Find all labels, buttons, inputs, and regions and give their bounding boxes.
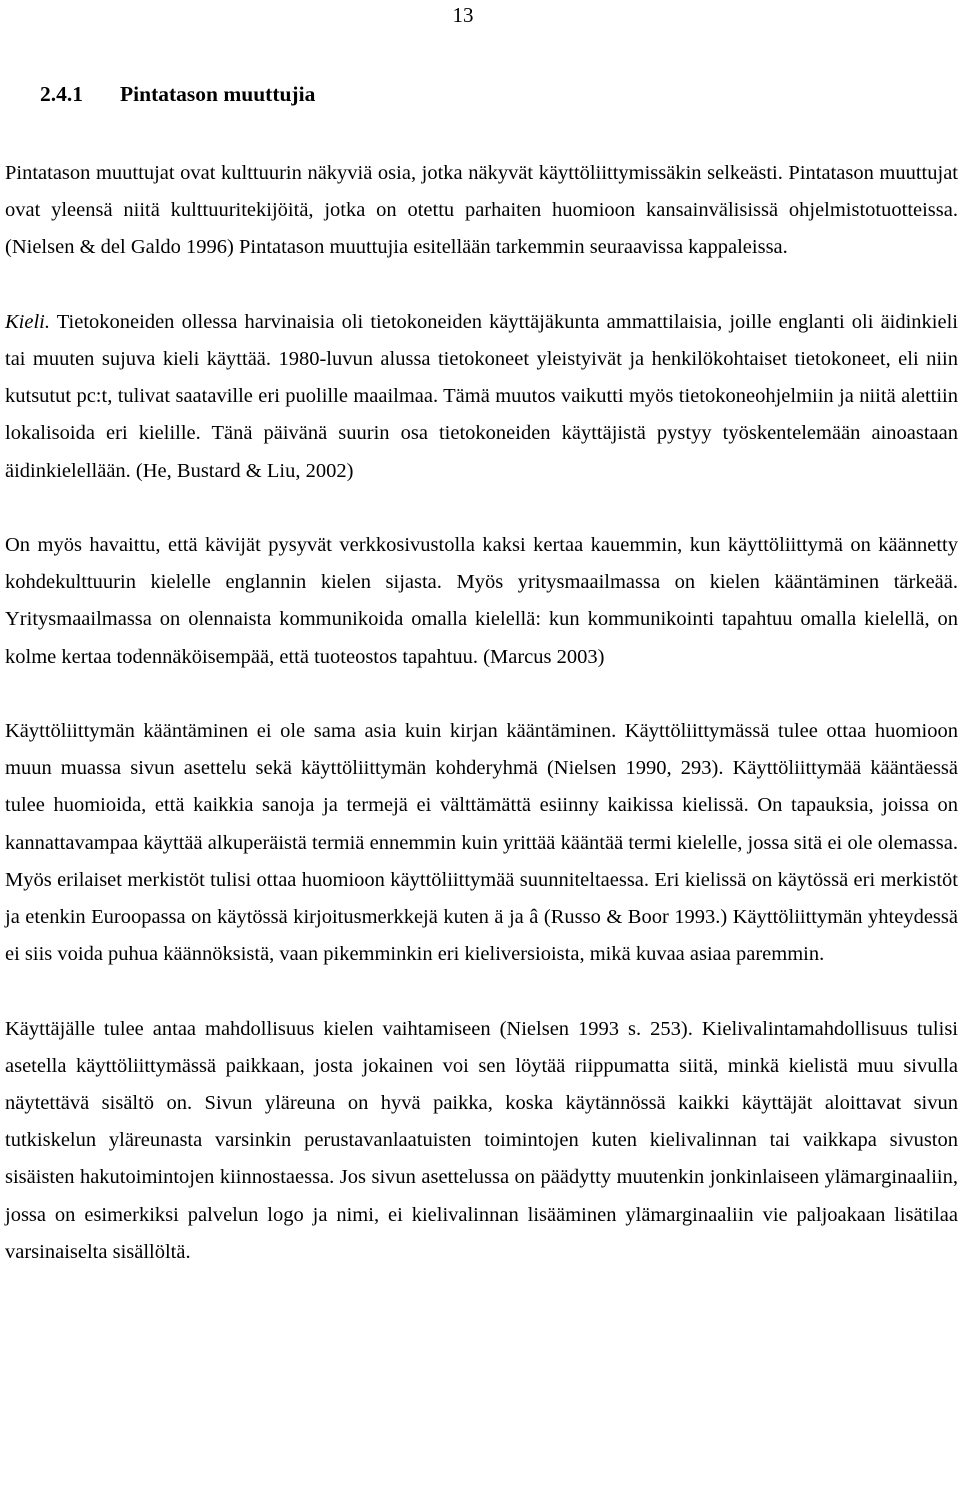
paragraph-visitors [5,527,958,676]
body-text [5,155,958,1271]
paragraph-translation [5,713,958,973]
paragraph-term: Kieli. [5,310,50,333]
page-number: 13 [452,3,474,27]
paragraph-text: Tietokoneiden ollessa harvinaisia oli tietokoneiden käyttäjäkunta ammattilaisia, joille englanti oli äidinkieli tai muuten sujuva kieli käyttää. 1980-luvun alussa tietokoneet yleistyivät ja henkilökohtaiset tietokoneet, eli niin kutsutut pc:t, tulivat saataville eri puolille maailmaa. Tämä muutos vaikutti myös tietokoneohjelmiin ja niitä alettiin lokalisoida eri kielille. Tänä päivänä suurin osa tietokoneiden käyttäjistä pystyy työskentelemään ainoastaan äidinkielellään. (He, Bustard & Liu, 2002) [5,310,958,482]
paragraph-text: Pintatason muuttujat ovat kulttuurin näkyviä osia, jotka näkyvät käyttöliittymissäkin selkeästi. Pintatason muuttujat ovat yleensä niitä kulttuuritekijöitä, jotka on otettu parhaiten huomioon kansainvälisissä ohjelmistotuotteissa. (Nielsen & del Galdo 1996) Pintatason muuttujia esitellään tarkemmin seuraavissa kappaleissa. [5,162,958,259]
paragraph-text: Käyttöliittymän kääntäminen ei ole sama asia kuin kirjan kääntäminen. Käyttöliittymässä tulee ottaa huomioon muun muassa sivun asettelu sekä käyttöliittymän kohderyhmä (Nielsen 1990, 293). Käyttöliittymää kääntäessä tulee huomioida, että kaikkia sanoja ja termejä ei välttämättä esiinny kaikissa kielissä. On tapauksia, joissa on kannattavampaa käyttää alkuperäistä termiä ennemmin kuin yrittää kääntää termi kielelle, jossa sitä ei ole olemassa. Myös erilaiset merkistöt tulisi ottaa huomioon käyttöliittymää suunniteltaessa. Eri kielissä on käytössä eri merkistöt ja etenkin Euroopassa on käytössä kirjoitusmerkkejä kuten ä ja â (Russo & Boor 1993.) Käyttöliittymän yhteydessä ei siis voida puhua käännöksistä, vaan pikemminkin eri kieliversioista, mikä kuvaa asiaa paremmin. [5,720,958,966]
paragraph-text: On myös havaittu, että kävijät pysyvät verkkosivustolla kaksi kertaa kauemmin, kun käyttöliittymä on käännetty kohdekulttuurin kielelle englannin kielen sijasta. Myös yritysmaailmassa on kielen kääntäminen tärkeää. Yritysmaailmassa on olennaista kommunikoida omalla kielellä: kun kommunikointi tapahtuu omalla kielellä, on kolme kertaa todennäköisempää, että tuoteostos tapahtuu. (Marcus 2003) [5,534,958,668]
paragraph-language-selection [5,1011,958,1271]
paragraph-text: Käyttäjälle tulee antaa mahdollisuus kielen vaihtamiseen (Nielsen 1993 s. 253). Kielivalintamahdollisuus tulisi asetella käyttöliittymässä paikkaan, josta jokainen voi sen löytää riippumatta siitä, minkä kielistä muu sivulla näytettävä sisältö on. Sivun yläreuna on hyvä paikka, koska käytännössä kaikki käyttäjät aloittavat sivun tutkiskelun yläreunasta varsinkin perustavanlaatuisten toimintojen kuten kielivalinnan tai vaikkapa sivuston sisäisten hakutoimintojen kiinnostaessa. Jos sivun asettelussa on päädytty muutenkin jonkinlaiseen ylämarginaaliin, jossa on esimerkiksi palvelun logo ja nimi, ei kielivalinnan lisääminen ylämarginaaliin vie paljoakaan lisätilaa varsinaiselta sisällöltä. [5,1017,958,1263]
section-number: 2.4.1 [40,82,83,106]
section-title: Pintatason muuttujia [120,82,316,106]
section-heading [40,78,315,110]
paragraph-language [5,304,958,490]
paragraph-intro [5,155,958,267]
